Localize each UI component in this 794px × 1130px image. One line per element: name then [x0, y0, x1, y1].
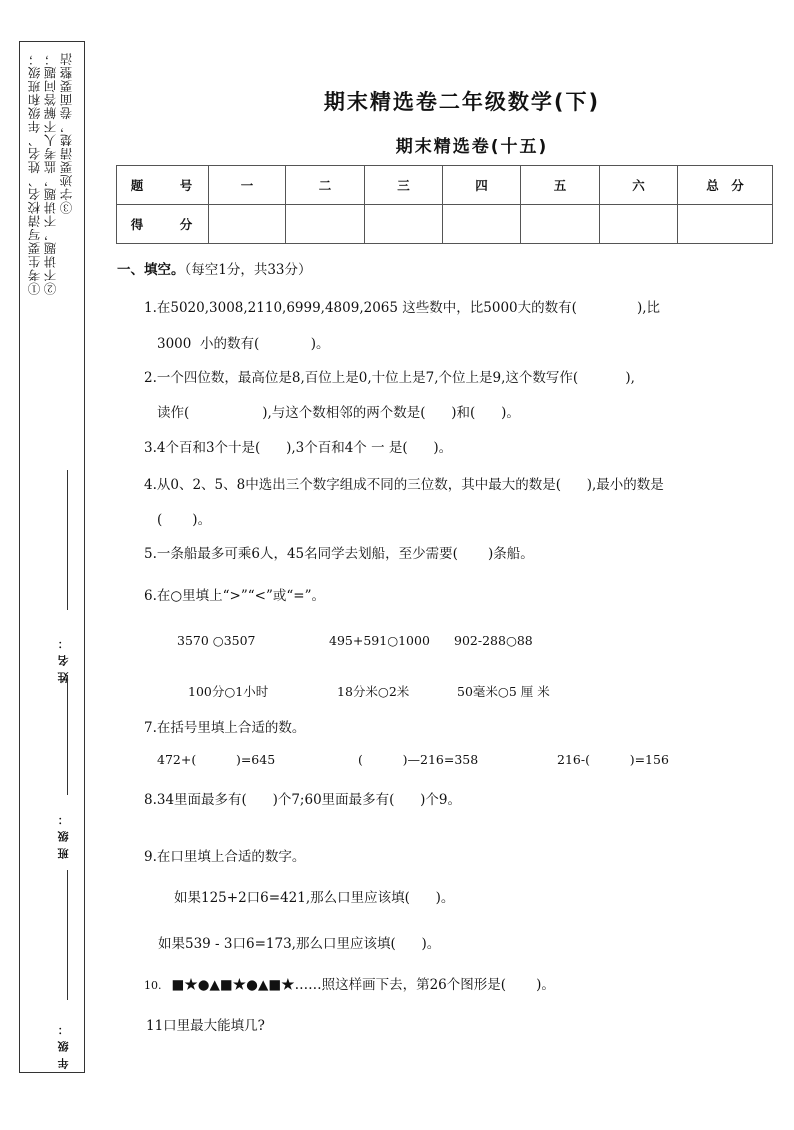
fill-item-1: 472+( )=645 — [157, 752, 276, 767]
question-1-text-b: 3000 小的数有( )。 — [157, 336, 330, 352]
question-2-line-2 — [157, 401, 520, 421]
score-table-score-row — [117, 205, 773, 244]
class-underline[interactable] — [67, 675, 68, 795]
compare-item-3: 902-288○88 — [454, 633, 533, 648]
question-6-item-1 — [177, 633, 256, 648]
score-cell-total[interactable] — [678, 205, 773, 244]
question-8 — [144, 788, 461, 808]
question-4-line-1 — [144, 473, 664, 493]
score-row-label: 得 分 — [117, 205, 209, 244]
question-6-text: 6.在○里填上“>”“<”或“=”。 — [144, 588, 326, 604]
score-cell-1[interactable] — [209, 205, 286, 244]
compare-item-2: 495+591○1000 — [329, 633, 430, 648]
header-cell-1: 一 — [209, 166, 286, 205]
class-label: 班级： — [57, 808, 70, 859]
fill-item-3: 216-( )=156 — [557, 752, 669, 767]
name-underline[interactable] — [67, 470, 68, 610]
score-table-header-row — [117, 166, 773, 205]
exam-note-2: ②不讲题，不讲题，监考人不解答问题； — [43, 52, 58, 295]
compare-item-5: 18分米○2米 — [337, 684, 410, 699]
question-6-item-3 — [454, 633, 533, 648]
header-cell-3: 三 — [365, 166, 443, 205]
question-7-item-3 — [557, 752, 669, 767]
score-cell-3[interactable] — [365, 205, 443, 244]
question-9-text-b: 如果539 - 3口6=173,那么口里应该填( )。 — [158, 936, 441, 952]
exam-subtitle: 期末精选卷(十五) — [395, 137, 549, 157]
question-11 — [146, 1014, 265, 1034]
question-6-item-2 — [329, 633, 430, 648]
binding-strip — [19, 41, 85, 1073]
question-7-item-2 — [358, 752, 478, 767]
score-cell-5[interactable] — [521, 205, 600, 244]
fill-item-2: ( )—216=358 — [358, 752, 479, 767]
header-cell-5: 五 — [521, 166, 600, 205]
question-8-text: 8.34里面最多有( )个7;60里面最多有( )个9。 — [144, 792, 462, 808]
header-cell-4: 四 — [443, 166, 521, 205]
score-cell-4[interactable] — [443, 205, 521, 244]
question-10-text: ■★●▲■★●▲■★……照这样画下去，第26个图形是( )。 — [171, 977, 555, 993]
question-4-text-a: 4.从0、2、5、8中选出三个数字组成不同的三位数，其中最大的数是( ),最小的数是 — [144, 477, 664, 493]
exam-note-3: ③字迹要清楚，卷面要整洁 — [59, 52, 74, 214]
question-9-text: 9.在口里填上合适的数字。 — [144, 849, 306, 865]
header-cell-total: 总 分 — [678, 166, 773, 205]
section-1-title: 一、填空。 — [117, 262, 185, 278]
question-4-line-2 — [157, 508, 211, 528]
question-10 — [144, 973, 555, 993]
question-11-text: 11口里最大能填几? — [146, 1018, 265, 1034]
grade-label: 年级： — [57, 1018, 70, 1069]
question-6-item-5 — [337, 682, 409, 700]
score-cell-2[interactable] — [286, 205, 365, 244]
question-9-part-b — [158, 932, 440, 952]
question-1-line-1 — [144, 296, 660, 316]
question-5 — [144, 542, 534, 562]
section-1-score-note: （每空1分，共33分） — [184, 262, 312, 278]
name-label: 姓名： — [57, 632, 70, 683]
question-6-item-6 — [457, 682, 550, 700]
question-2-text-a: 2.一个四位数，最高位是8,百位上是0,十位上是7,个位上是9,这个数写作( ), — [144, 370, 635, 386]
question-4-text-b: ( )。 — [157, 512, 212, 528]
question-2-line-1 — [144, 366, 635, 386]
question-9-text-a: 如果125+2口6=421,那么口里应该填( )。 — [174, 890, 455, 906]
question-2-text-b: 读作( ),与这个数相邻的两个数是( )和( )。 — [157, 405, 520, 421]
compare-item-1: 3570 ○3507 — [177, 633, 256, 648]
question-6 — [144, 584, 325, 604]
question-3 — [144, 436, 452, 456]
question-10-number: 10. — [144, 979, 162, 992]
question-5-text: 5.一条船最多可乘6人，45名同学去划船，至少需要( )条船。 — [144, 546, 534, 562]
question-7-text: 7.在括号里填上合适的数。 — [144, 720, 306, 736]
score-table — [116, 165, 773, 244]
score-cell-6[interactable] — [600, 205, 678, 244]
question-1-line-2 — [157, 332, 329, 352]
question-9-part-a — [174, 886, 454, 906]
exam-note-1: ①考生要写清校名、姓名、年级和班级； — [27, 52, 42, 295]
question-9 — [144, 845, 305, 865]
grade-underline[interactable] — [67, 870, 68, 1000]
question-3-text: 3.4个百和3个十是( ),3个百和4个 一 是( )。 — [144, 440, 453, 456]
compare-item-4: 100分○1小时 — [188, 684, 269, 699]
question-7 — [144, 716, 305, 736]
header-cell-question-number: 题 号 — [117, 166, 209, 205]
compare-item-6: 50毫米○5 厘 米 — [457, 684, 550, 699]
header-cell-6: 六 — [600, 166, 678, 205]
question-1-text-a: 1.在5020,3008,2110,6999,4809,2065 这些数中，比5000大的数有( ),比 — [144, 300, 661, 316]
question-6-item-4 — [188, 682, 268, 700]
exam-title: 期末精选卷二年级数学(下) — [323, 90, 601, 114]
question-7-item-1 — [157, 752, 275, 767]
header-cell-2: 二 — [286, 166, 365, 205]
section-1-heading — [117, 258, 312, 278]
